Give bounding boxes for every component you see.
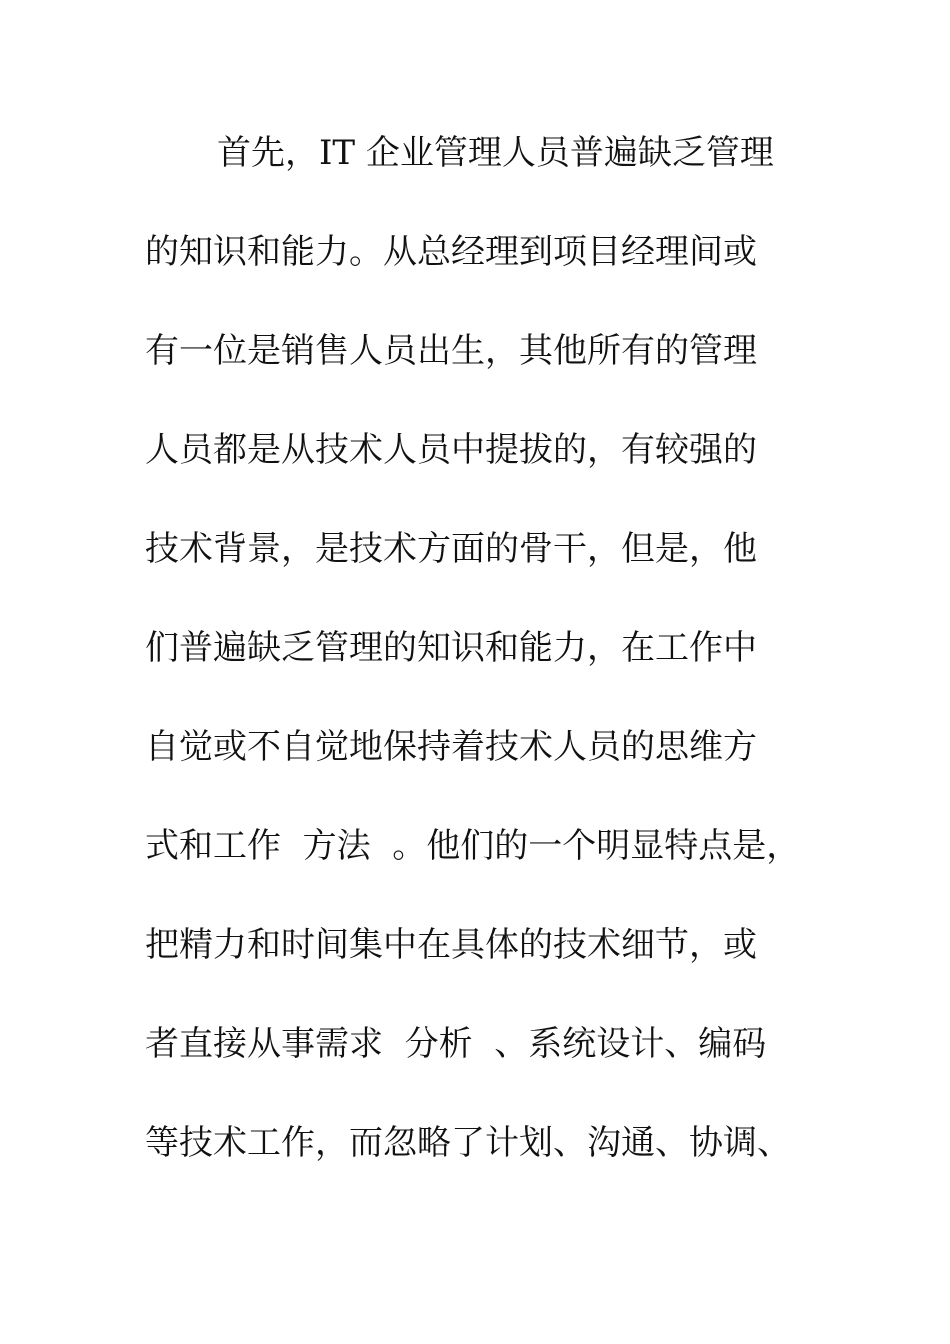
paragraph-line: 等技术工作，而忽略了计划、沟通、协调、: [145, 1123, 791, 1163]
paragraph-line: 者直接从事需求 分析 、系统设计、编码: [145, 1024, 767, 1064]
paragraph-line: 把精力和时间集中在具体的技术细节，或: [145, 925, 757, 965]
paragraph-line: 的知识和能力。从总经理到项目经理间或: [145, 232, 757, 272]
paragraph: [145, 130, 805, 1219]
paragraph-line: 式和工作 方法 。他们的一个明显特点是，: [145, 826, 801, 866]
paragraph-line: 有一位是销售人员出生，其他所有的管理: [145, 331, 757, 371]
paragraph-line: 首先，IT 企业管理人员普遍缺乏管理: [217, 133, 774, 173]
paragraph-line: 人员都是从技术人员中提拔的，有较强的: [145, 430, 757, 470]
paragraph-line: 自觉或不自觉地保持着技术人员的思维方: [145, 727, 757, 767]
paragraph-line: 技术背景，是技术方面的骨干，但是，他: [145, 529, 757, 569]
paragraph-line: 们普遍缺乏管理的知识和能力，在工作中: [145, 628, 757, 668]
